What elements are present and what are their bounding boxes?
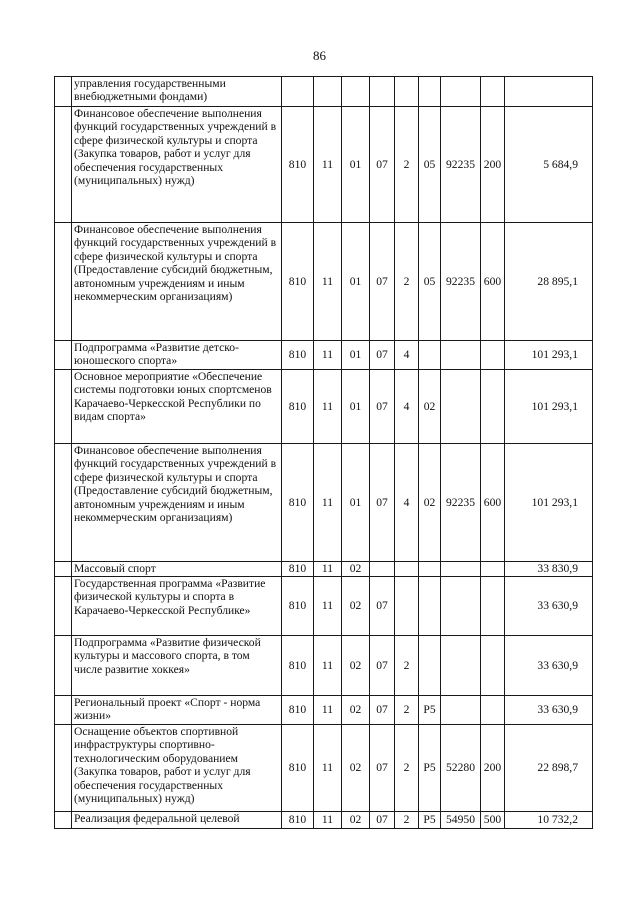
item-name-cell: Массовый спорт [72, 562, 282, 577]
budget-table [54, 76, 593, 829]
subsection-cell: 02 [342, 725, 370, 812]
subsection-cell: 02 [342, 696, 370, 725]
item-name-cell: Подпрограмма «Развитие детско-юношеского спорта» [72, 341, 282, 370]
program-cell: 07 [370, 341, 395, 370]
amount-cell: 33 630,9 [505, 636, 593, 696]
direction-cell [441, 370, 481, 444]
subsection-cell: 02 [342, 812, 370, 829]
event-cell [419, 577, 441, 636]
subsection-cell [342, 77, 370, 107]
expense-type-cell [481, 577, 505, 636]
event-cell [419, 562, 441, 577]
glav-code-cell: 810 [282, 636, 314, 696]
expense-type-cell [481, 562, 505, 577]
expense-type-cell: 200 [481, 107, 505, 223]
event-cell: P5 [419, 812, 441, 829]
direction-cell [441, 636, 481, 696]
glav-code-cell: 810 [282, 696, 314, 725]
section-cell: 11 [314, 107, 342, 223]
subprogram-cell: 4 [395, 341, 419, 370]
program-cell: 07 [370, 725, 395, 812]
table-row [55, 107, 593, 223]
subsection-cell: 01 [342, 370, 370, 444]
item-name-cell: Государственная программа «Развитие физической культуры и спорта в Карачаево-Черкесской Республике» [72, 577, 282, 636]
section-cell: 11 [314, 577, 342, 636]
glav-code-cell: 810 [282, 577, 314, 636]
expense-type-cell: 600 [481, 223, 505, 341]
subprogram-cell: 4 [395, 370, 419, 444]
subsection-cell: 01 [342, 444, 370, 562]
expense-type-cell [481, 77, 505, 107]
glav-code-cell [282, 77, 314, 107]
section-cell [314, 77, 342, 107]
expense-type-cell: 600 [481, 444, 505, 562]
program-cell: 07 [370, 577, 395, 636]
program-cell: 07 [370, 636, 395, 696]
subprogram-cell: 2 [395, 107, 419, 223]
item-name-cell: Реализация федеральной целевой [72, 812, 282, 829]
subprogram-cell [395, 562, 419, 577]
section-cell: 11 [314, 444, 342, 562]
glav-code-cell: 810 [282, 223, 314, 341]
table-row [55, 562, 593, 577]
event-cell [419, 636, 441, 696]
event-cell [419, 341, 441, 370]
expense-type-cell [481, 696, 505, 725]
amount-cell: 28 895,1 [505, 223, 593, 341]
direction-cell: 92235 [441, 223, 481, 341]
event-cell: P5 [419, 725, 441, 812]
subsection-cell: 02 [342, 636, 370, 696]
direction-cell: 52280 [441, 725, 481, 812]
index-cell [55, 562, 72, 577]
direction-cell: 92235 [441, 444, 481, 562]
subprogram-cell [395, 577, 419, 636]
event-cell: 05 [419, 223, 441, 341]
subprogram-cell: 4 [395, 444, 419, 562]
page-number: 86 [313, 48, 326, 63]
direction-cell [441, 577, 481, 636]
amount-cell: 101 293,1 [505, 370, 593, 444]
event-cell: 05 [419, 107, 441, 223]
section-cell: 11 [314, 562, 342, 577]
subprogram-cell: 2 [395, 636, 419, 696]
item-name-cell: Оснащение объектов спортивной инфраструктуры спортивно-технологическим оборудованием (Закупка товаров, работ и услуг для обеспечения государственных (муниципальных) нужд) [72, 725, 282, 812]
section-cell: 11 [314, 636, 342, 696]
program-cell [370, 77, 395, 107]
table-row [55, 77, 593, 107]
item-name-cell: Финансовое обеспечение выполнения функций государственных учреждений в сфере физической культуры и спорта (Закупка товаров, работ и услуг для обеспечения государственных (муниципальных) нужд) [72, 107, 282, 223]
item-name-cell: Региональный проект «Спорт - норма жизни» [72, 696, 282, 725]
glav-code-cell: 810 [282, 107, 314, 223]
expense-type-cell [481, 341, 505, 370]
subprogram-cell [395, 77, 419, 107]
item-name-cell: управления государственными внебюджетными фондами) [72, 77, 282, 107]
amount-cell: 101 293,1 [505, 341, 593, 370]
section-cell: 11 [314, 370, 342, 444]
glav-code-cell: 810 [282, 370, 314, 444]
subsection-cell: 02 [342, 562, 370, 577]
amount-cell [505, 77, 593, 107]
item-name-cell: Финансовое обеспечение выполнения функций государственных учреждений в сфере физической культуры и спорта (Предоставление субсидий бюджетным, автономным учреждениям и иным некоммерческим организациям) [72, 444, 282, 562]
direction-cell [441, 341, 481, 370]
table-row [55, 812, 593, 829]
table-row [55, 577, 593, 636]
index-cell [55, 370, 72, 444]
event-cell: 02 [419, 370, 441, 444]
index-cell [55, 107, 72, 223]
section-cell: 11 [314, 812, 342, 829]
event-cell [419, 77, 441, 107]
expense-type-cell: 500 [481, 812, 505, 829]
program-cell: 07 [370, 696, 395, 725]
direction-cell [441, 77, 481, 107]
index-cell [55, 223, 72, 341]
index-cell [55, 696, 72, 725]
table-row [55, 696, 593, 725]
program-cell: 07 [370, 223, 395, 341]
program-cell: 07 [370, 812, 395, 829]
amount-cell: 5 684,9 [505, 107, 593, 223]
index-cell [55, 341, 72, 370]
subprogram-cell: 2 [395, 725, 419, 812]
table-row [55, 370, 593, 444]
direction-cell [441, 562, 481, 577]
glav-code-cell: 810 [282, 562, 314, 577]
index-cell [55, 77, 72, 107]
table-body [55, 77, 593, 829]
expense-type-cell: 200 [481, 725, 505, 812]
table-row [55, 444, 593, 562]
index-cell [55, 636, 72, 696]
glav-code-cell: 810 [282, 725, 314, 812]
amount-cell: 33 630,9 [505, 696, 593, 725]
section-cell: 11 [314, 696, 342, 725]
direction-cell: 92235 [441, 107, 481, 223]
table-row [55, 725, 593, 812]
direction-cell: 54950 [441, 812, 481, 829]
table-row [55, 341, 593, 370]
subsection-cell: 01 [342, 341, 370, 370]
amount-cell: 10 732,2 [505, 812, 593, 829]
direction-cell [441, 696, 481, 725]
item-name-cell: Финансовое обеспечение выполнения функций государственных учреждений в сфере физической культуры и спорта (Предоставление субсидий бюджетным, автономным учреждениям и иным некоммерческим организациям) [72, 223, 282, 341]
item-name-cell: Основное мероприятие «Обеспечение системы подготовки юных спортсменов Карачаево-Черкесской Республики по видам спорта» [72, 370, 282, 444]
subprogram-cell: 2 [395, 812, 419, 829]
subsection-cell: 01 [342, 223, 370, 341]
glav-code-cell: 810 [282, 812, 314, 829]
table-row [55, 223, 593, 341]
program-cell: 07 [370, 370, 395, 444]
index-cell [55, 725, 72, 812]
section-cell: 11 [314, 725, 342, 812]
program-cell: 07 [370, 444, 395, 562]
subsection-cell: 02 [342, 577, 370, 636]
table-row [55, 636, 593, 696]
item-name-cell: Подпрограмма «Развитие физической культуры и массового спорта, в том числе развитие хоккея» [72, 636, 282, 696]
index-cell [55, 577, 72, 636]
amount-cell: 33 630,9 [505, 577, 593, 636]
glav-code-cell: 810 [282, 444, 314, 562]
subsection-cell: 01 [342, 107, 370, 223]
amount-cell: 101 293,1 [505, 444, 593, 562]
index-cell [55, 812, 72, 829]
expense-type-cell [481, 636, 505, 696]
section-cell: 11 [314, 223, 342, 341]
glav-code-cell: 810 [282, 341, 314, 370]
expense-type-cell [481, 370, 505, 444]
index-cell [55, 444, 72, 562]
event-cell: P5 [419, 696, 441, 725]
subprogram-cell: 2 [395, 223, 419, 341]
amount-cell: 22 898,7 [505, 725, 593, 812]
section-cell: 11 [314, 341, 342, 370]
program-cell [370, 562, 395, 577]
program-cell: 07 [370, 107, 395, 223]
amount-cell: 33 830,9 [505, 562, 593, 577]
event-cell: 02 [419, 444, 441, 562]
subprogram-cell: 2 [395, 696, 419, 725]
